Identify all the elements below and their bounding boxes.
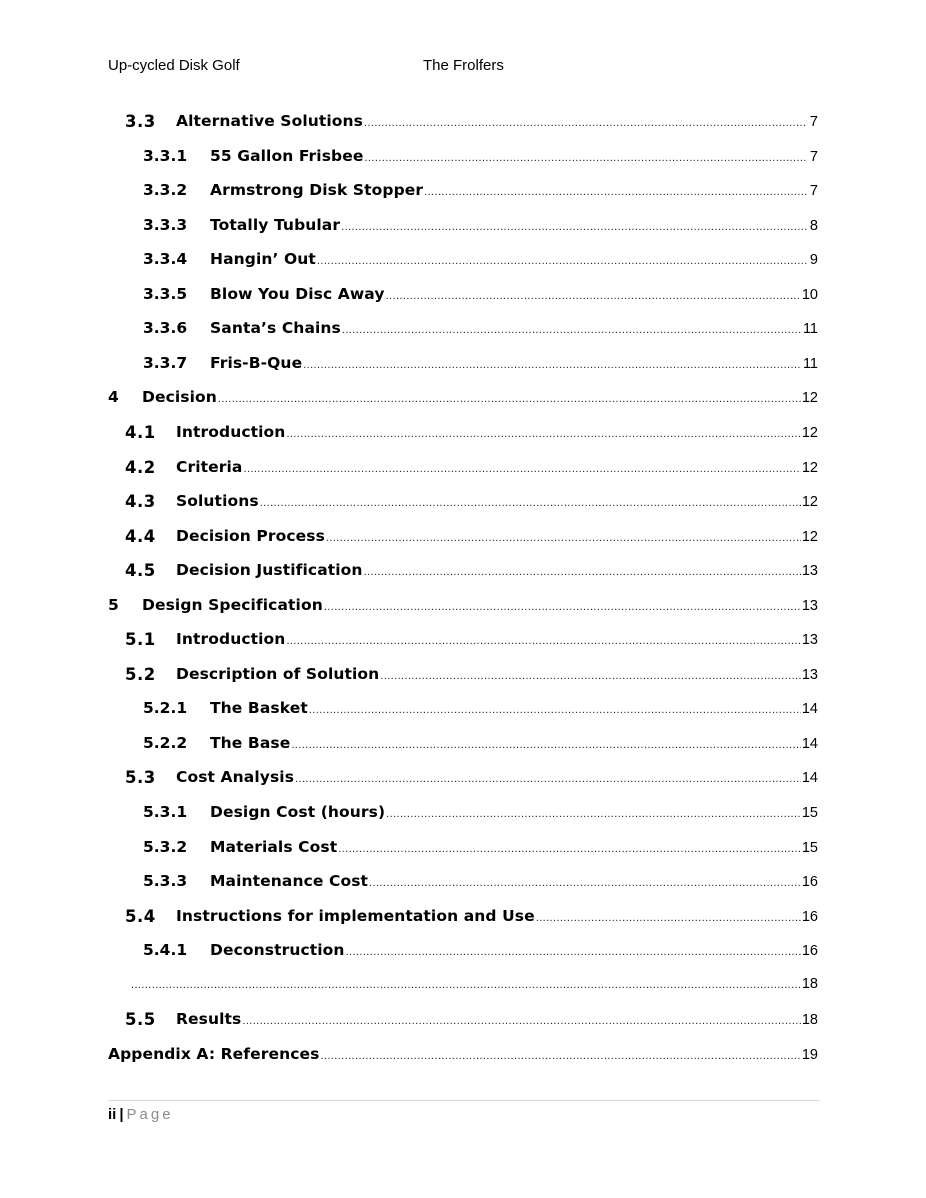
toc-entry-title: Introduction [176, 422, 286, 441]
toc-page-number: 18 [801, 975, 818, 992]
toc-dot-leader [291, 739, 801, 751]
toc-dot-leader [380, 670, 801, 682]
toc-entry-line [210, 354, 818, 372]
toc-page-number: 16 [801, 874, 818, 891]
toc-entry-line [176, 112, 818, 130]
toc-entry-number: 3.3.1 [143, 146, 188, 165]
toc-entry-line [130, 976, 818, 992]
toc-entry-title: Criteria [176, 457, 243, 476]
footer-separator: | [119, 1106, 124, 1123]
toc-page-number: 7 [809, 148, 818, 165]
toc-entry-line [176, 423, 818, 441]
toc-entry-line [210, 181, 818, 199]
toc-entry-number: 3.3.7 [143, 353, 188, 372]
toc-entry-line [210, 319, 818, 337]
toc-dot-leader [309, 704, 801, 716]
toc-dot-leader [364, 152, 807, 164]
toc-dot-leader [286, 428, 800, 440]
toc-dot-leader [364, 566, 801, 578]
toc-entry-line [210, 285, 818, 303]
toc-entry-number: 5.2.2 [143, 733, 188, 752]
toc-entry[interactable] [0, 933, 926, 967]
toc-entry-number: 4.1 [125, 422, 156, 442]
toc-entry-number: 5.2.1 [143, 699, 188, 718]
toc-entry-title: The Basket [210, 699, 308, 718]
toc-entry-number: 3.3.2 [143, 181, 188, 200]
toc-entry-number: 5.3.1 [143, 803, 188, 821]
toc-dot-leader [369, 877, 801, 889]
toc-entry[interactable] [0, 450, 926, 484]
toc-dot-leader [324, 601, 801, 613]
toc-entry[interactable] [0, 899, 926, 933]
toc-page-number: 13 [801, 597, 818, 614]
toc-entry-title: 55 Gallon Frisbee [210, 146, 364, 165]
toc-entry-line [210, 803, 818, 821]
toc-entry-line [176, 907, 818, 925]
toc-entry[interactable] [0, 553, 926, 587]
toc-entry-number: 5 [108, 595, 119, 614]
toc-entry-number: 5.3 [125, 768, 156, 788]
toc-entry[interactable] [0, 277, 926, 311]
toc-entry[interactable] [0, 311, 926, 345]
toc-entry[interactable] [0, 726, 926, 760]
toc-page-number: 14 [801, 735, 818, 752]
toc-entry[interactable] [0, 657, 926, 691]
toc-entry-title: Solutions [176, 492, 259, 511]
toc-entry-title: Materials Cost [210, 837, 338, 856]
toc-entry-number: 5.5 [125, 1010, 156, 1030]
toc-entry[interactable] [0, 588, 926, 622]
header-team-name: The Frolfers [423, 57, 504, 74]
toc-entry-line [176, 1010, 818, 1028]
toc-entry-title: Cost Analysis [176, 768, 295, 787]
toc-entry-title: Alternative Solutions [176, 112, 363, 130]
toc-page-number: 10 [801, 286, 818, 303]
toc-page-number: 12 [801, 459, 818, 476]
toc-entry-number: 5.4 [125, 906, 156, 926]
toc-page-number: 9 [809, 252, 818, 269]
toc-entry-line [142, 388, 818, 406]
footer-page-label [108, 1106, 174, 1123]
toc-entry-number: 5.4.1 [143, 941, 188, 960]
toc-entry-line [176, 527, 818, 545]
toc-page-number: 13 [801, 563, 818, 580]
toc-dot-leader [286, 635, 800, 647]
toc-dot-leader [326, 532, 801, 544]
toc-entry[interactable] [0, 622, 926, 656]
toc-entry-line [210, 872, 818, 890]
toc-page-number: 14 [801, 770, 818, 787]
toc-entry[interactable] [0, 691, 926, 725]
toc-entry-line [210, 941, 818, 959]
toc-entry-line [210, 734, 818, 752]
toc-page-number: 14 [801, 701, 818, 718]
page-footer [108, 1100, 820, 1123]
toc-dot-leader [386, 290, 801, 302]
toc-entry-line [210, 250, 818, 268]
header-document-title: Up-cycled Disk Golf [108, 57, 240, 74]
toc-entry[interactable] [0, 484, 926, 518]
footer-page-number: ii [108, 1106, 117, 1123]
toc-entry-line [210, 216, 818, 234]
toc-entry[interactable] [0, 830, 926, 864]
toc-entry[interactable] [0, 1002, 926, 1036]
toc-entry-number: 5.1 [125, 630, 156, 650]
toc-dot-leader [346, 946, 801, 958]
toc-entry-line [176, 561, 818, 579]
toc-entry-number: 5.2 [125, 664, 156, 684]
toc-entry-title: Decision Process [176, 526, 325, 545]
toc-dot-leader [536, 912, 801, 924]
toc-entry-title: Armstrong Disk Stopper [210, 181, 424, 200]
toc-dot-leader [260, 497, 801, 509]
toc-entry-line [142, 596, 818, 614]
toc-dot-leader [131, 979, 801, 991]
toc-entry[interactable] [0, 864, 926, 898]
toc-entry-line [210, 699, 818, 717]
toc-entry-number: 5.3.2 [143, 837, 188, 856]
toc-page-number: 7 [809, 183, 818, 200]
toc-entry-title: Appendix A: References [108, 1044, 320, 1063]
toc-entry-number: 3.3.3 [143, 215, 188, 234]
toc-entry[interactable] [0, 139, 926, 173]
toc-entry-number: 4.4 [125, 526, 156, 546]
toc-entry[interactable] [0, 208, 926, 242]
toc-entry-line [176, 630, 818, 648]
toc-entry-title: Description of Solution [176, 664, 380, 683]
toc-dot-leader [342, 324, 802, 336]
toc-page-number: 12 [801, 424, 818, 441]
toc-entry-line [176, 492, 818, 510]
toc-dot-leader [317, 255, 807, 267]
toc-entry-number: 5.3.3 [143, 872, 188, 891]
toc-page-number: 12 [801, 528, 818, 545]
toc-page-number: 12 [801, 390, 818, 407]
toc-page-number: 16 [801, 908, 818, 925]
toc-entry-title: Fris-B-Que [210, 353, 303, 372]
toc-entry-title: Hangin’ Out [210, 250, 316, 269]
toc-page-number: 8 [809, 217, 818, 234]
toc-entry-title: Instructions for implementation and Use [176, 906, 535, 925]
toc-dot-leader [386, 808, 801, 820]
toc-page-number: 15 [801, 839, 818, 856]
toc-entry[interactable] [0, 760, 926, 794]
toc-entry-title: Deconstruction [210, 941, 345, 960]
toc-entry-title: Decision [142, 388, 217, 407]
toc-entry-number: 4.5 [125, 561, 156, 581]
toc-entry-title: Introduction [176, 630, 286, 649]
toc-entry-number: 3.3.5 [143, 284, 188, 303]
toc-entry-title: Maintenance Cost [210, 872, 369, 891]
toc-dot-leader [364, 117, 807, 129]
toc-entry-number: 4 [108, 388, 119, 407]
toc-page-number: 15 [801, 805, 818, 821]
toc-entry-line [176, 768, 818, 786]
toc-dot-leader [295, 773, 801, 785]
toc-entry-title: Totally Tubular [210, 215, 341, 234]
toc-entry-line [176, 458, 818, 476]
toc-entry-title: Decision Justification [176, 561, 363, 580]
toc-entry-line [210, 147, 818, 165]
toc-entry-number: 4.3 [125, 492, 156, 512]
toc-entry-title: The Base [210, 733, 291, 752]
toc-entry-title: Design Cost (hours) [210, 803, 386, 821]
toc-page-number: 18 [801, 1012, 818, 1029]
toc-dot-leader [242, 1015, 801, 1027]
toc-entry[interactable] [0, 415, 926, 449]
toc-entry-number: 3.3.6 [143, 319, 188, 338]
toc-entry[interactable] [0, 346, 926, 380]
toc-entry[interactable] [0, 242, 926, 276]
toc-page-number: 19 [801, 1046, 818, 1063]
toc-entry-line [176, 665, 818, 683]
toc-dot-leader [303, 359, 802, 371]
toc-page-number: 11 [802, 355, 818, 372]
toc-page-number: 16 [801, 943, 818, 960]
toc-dot-leader [341, 221, 807, 233]
toc-entry[interactable] [0, 795, 926, 829]
toc-page-number: 12 [801, 494, 818, 511]
toc-entry-line [108, 1045, 818, 1063]
toc-dot-leader [424, 186, 807, 198]
toc-page-number: 11 [802, 321, 818, 338]
toc-entry[interactable] [0, 968, 926, 1002]
toc-entry-line [210, 838, 818, 856]
toc-entry[interactable] [0, 1037, 926, 1071]
toc-entry[interactable] [0, 104, 926, 138]
toc-dot-leader [338, 843, 801, 855]
toc-dot-leader [218, 393, 801, 405]
toc-entry-number: 3.3 [125, 112, 156, 131]
toc-dot-leader [320, 1050, 800, 1062]
toc-page-number: 13 [801, 666, 818, 683]
page-header [108, 54, 820, 78]
toc-page-number: 7 [809, 114, 818, 130]
footer-page-word: Page [126, 1106, 174, 1123]
toc-dot-leader [243, 463, 800, 475]
toc-entry[interactable] [0, 173, 926, 207]
toc-entry-title: Blow You Disc Away [210, 284, 385, 303]
toc-entry-number: 4.2 [125, 457, 156, 477]
toc-entry-title: Santa’s Chains [210, 319, 341, 338]
toc-page-number: 13 [801, 632, 818, 649]
toc-entry[interactable] [0, 380, 926, 414]
toc-entry[interactable] [0, 519, 926, 553]
toc-entry-number: 3.3.4 [143, 250, 188, 269]
toc-entry-title: Design Specification [142, 595, 323, 614]
toc-entry-title: Results [176, 1010, 242, 1029]
